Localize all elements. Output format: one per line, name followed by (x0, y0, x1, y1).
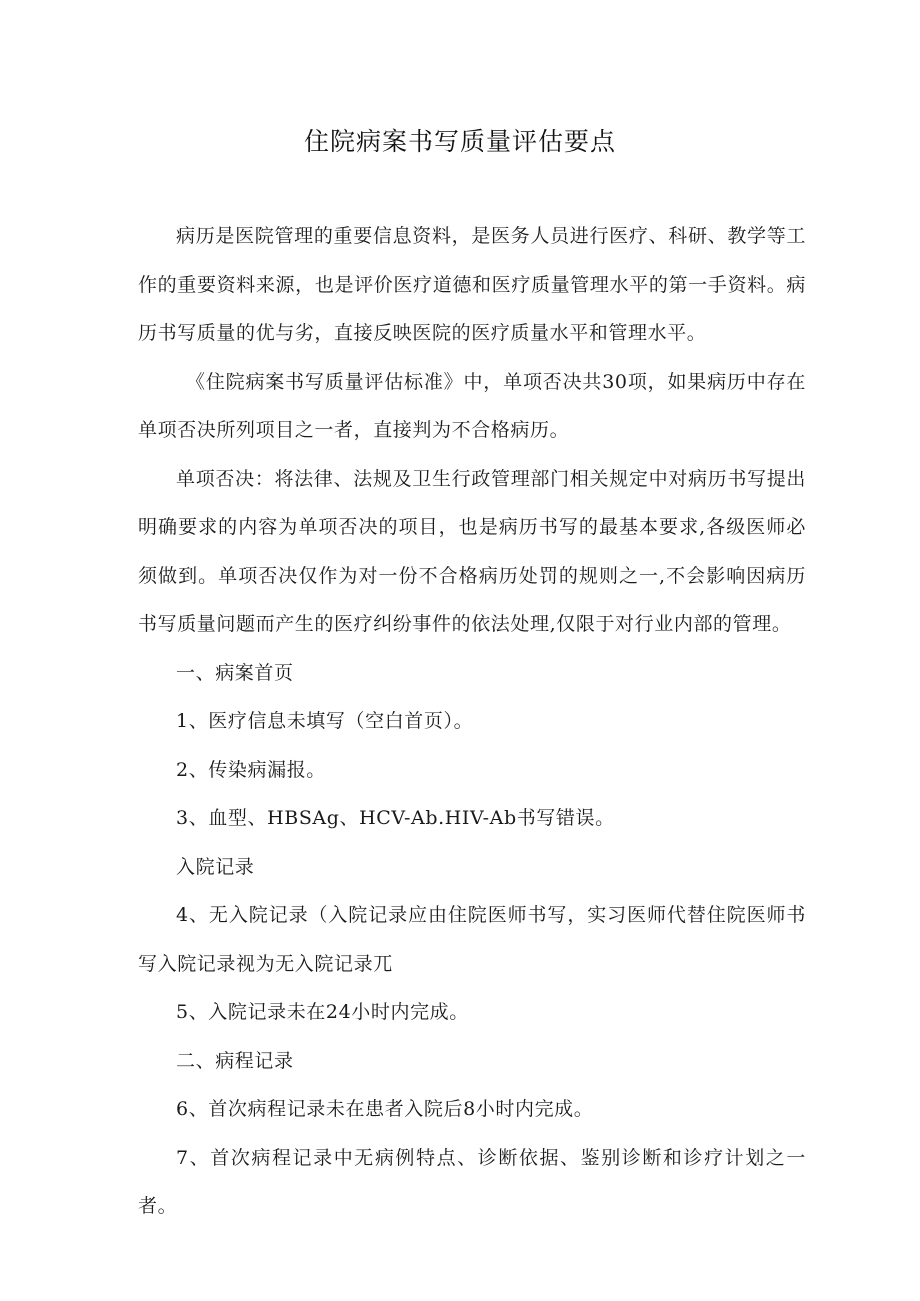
list-item-4: 4、无入院记录（入院记录应由住院医师书写，实习医师代替住院医师书写入院记录视为无入院记录兀 (138, 904, 806, 975)
document-title: 住院病案书写质量评估要点 (303, 127, 616, 156)
section-heading-progress: 二、病程记录 (176, 1049, 294, 1072)
list-item-5: 5、入院记录未在24小时内完成。 (176, 1001, 469, 1023)
document-body (138, 212, 806, 1231)
veto-definition-paragraph: 单项否决：将法律、法规及卫生行政管理部门相关规定中对病历书写提出明确要求的内容为单项否决的项目，也是病历书写的最基本要求,各级医师必须做到。单项否决仅作为对一份不合格病历处罚的规则之一,不会影响因病历书写质量问题而产生的医疗纠纷事件的依法处理,仅限于对行业内部的管理。 (138, 467, 806, 635)
list-item-7: 7、首次病程记录中无病例特点、诊断依据、鉴别诊断和诊疗计划之一者。 (138, 1146, 806, 1217)
section-heading-homepage: 一、病案首页 (176, 661, 294, 684)
intro-paragraph: 病历是医院管理的重要信息资料，是医务人员进行医疗、科研、教学等工作的重要资料来源，也是评价医疗道德和医疗质量管理水平的第一手资料。病历书写质量的优与劣，直接反映医院的医疗质量水平和管理水平。 (138, 225, 806, 344)
list-item-2: 2、传染病漏报。 (176, 758, 326, 781)
list-item-1: 1、医疗信息未填写（空白首页）。 (176, 710, 474, 732)
subsection-heading-admission: 入院记录 (176, 855, 255, 878)
list-item-3: 3、血型、HBSAg、HCV-Ab.HIV-Ab书写错误。 (176, 807, 615, 829)
standard-paragraph: 《住院病案书写质量评估标准》中，单项否决共30项，如果病历中存在单项否决所列项目之一者，直接判为不合格病历。 (138, 370, 806, 441)
list-item-6: 6、首次病程记录未在患者入院后8小时内完成。 (176, 1098, 594, 1120)
